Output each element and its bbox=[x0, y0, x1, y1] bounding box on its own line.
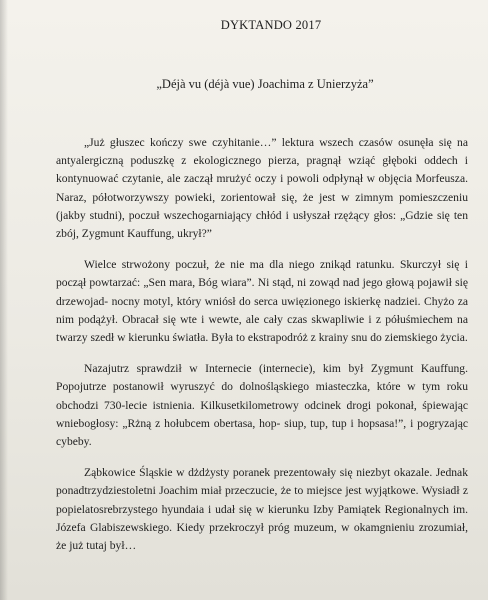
page-edge-shadow bbox=[0, 0, 8, 600]
document-title: „Déjà vu (déjà vue) Joachima z Unierzyża” bbox=[156, 77, 374, 91]
paragraph-1: „Już głuszec kończy swe czyhitanie…” lektura wszech czasów osunęła się na antyalergiczną poduszkę z ekologicznego pierza, pragnął wziąć głęboki oddech i kontynuować czytanie, ale zaczął mrużyć oczy i powoli odpłynął w objęcia Morfeusza. Naraz, półotworzywszy powieki, zorientował się, że jest w zimnym pomieszczeniu (jakby studni), poczuł wszechogarniający chłód i usłyszał rzężący głos: „Gdzie się ten zbój, Zygmunt Kauffung, ukrył?” bbox=[56, 136, 468, 241]
page-header: DYKTANDO 2017 bbox=[220, 18, 322, 32]
paragraph-3: Nazajutrz sprawdził w Internecie (internecie), kim był Zygmunt Kauffung. Popojutrze postanowił wyruszyć do dolnośląskiego miasteczka, które w tym roku obchodzi 730-lecie istnienia. Kilkusetkilometrowy odcinek drogi pokonał, śpiewając wniebogłosy: „Rżną z hołubcem obertasa, hop- siup, tup, tup i hopsasa!”, i pogryzając cybeby. bbox=[56, 362, 468, 449]
paragraph-2: Wielce strwożony poczuł, że nie ma dla niego znikąd ratunku. Skurczył się i począł powtarzać: „Sen mara, Bóg wiara”. Ni stąd, ni zowąd nad jego głową pojawił się drzewojad- nocny motyl, który wniósł do serca uwięzionego iskierkę nadziei. Chyżo za nim podążył. Obracał się wte i wewte, ale cały czas skwapliwie i z półuśmiechem na twarzy szedł w kierunku światła. Była to ekstrapodróż z krainy snu do ziemskiego życia. bbox=[56, 258, 468, 345]
paragraph-4: Ząbkowice Śląskie w dżdżysty poranek prezentowały się niezbyt okazale. Jednak ponadtrzydziestoletni Joachim miał przeczucie, że to miejsce jest wyjątkowe. Wysiadł z popielatosrebrzystego hyundaia i udał się w kierunku Izby Pamiątek Regionalnych im. Józefa Glabiszewskiego. Kiedy przekroczył próg muzeum, w okamgnieniu zrozumiał, że już tutaj był… bbox=[56, 466, 468, 553]
